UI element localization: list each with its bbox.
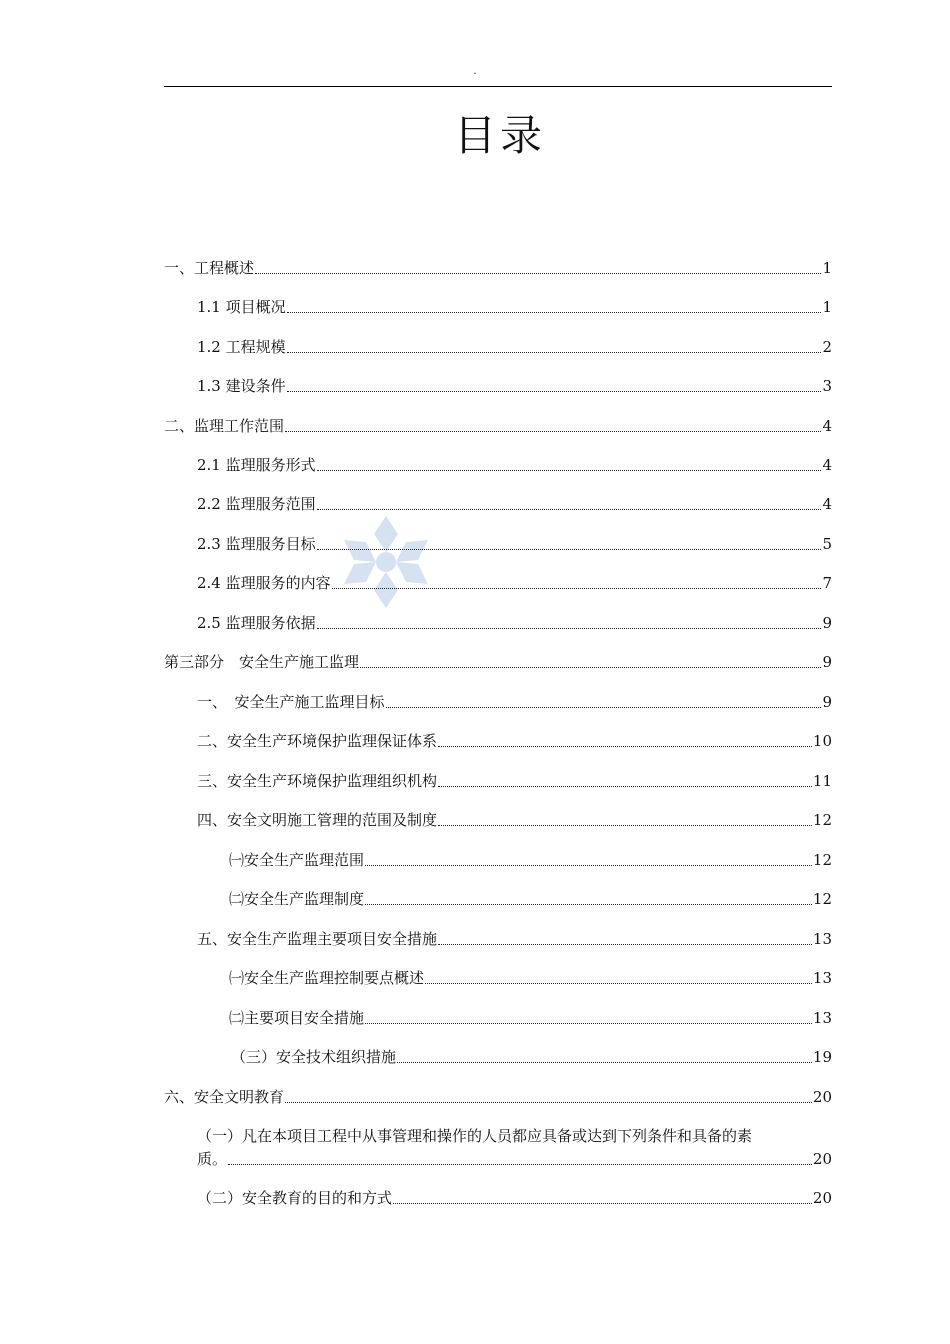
- toc-entry-title: 2.2 监理服务范围: [197, 495, 316, 513]
- toc-entry[interactable]: [197, 731, 832, 751]
- toc-entry-page: 12: [812, 890, 832, 908]
- toc-leader-dots: [332, 588, 822, 589]
- toc-leader-dots: [397, 1062, 812, 1063]
- toc-entry[interactable]: [164, 258, 832, 278]
- toc-leader-dots: [285, 1102, 812, 1103]
- toc-entry-page: 9: [822, 693, 832, 711]
- toc-entry[interactable]: [197, 1188, 832, 1208]
- toc-leader-dots: [365, 1023, 812, 1024]
- toc-entry-title: 1.2 工程规模: [197, 338, 286, 356]
- toc-entry-page: 9: [822, 653, 832, 671]
- toc-entry-title: 三、安全生产环境保护监理组织机构: [197, 772, 438, 790]
- toc-entry[interactable]: [164, 416, 832, 436]
- toc-entry-title: ㈡安全生产监理制度: [229, 890, 365, 908]
- toc-entry-title: 第三部分 安全生产施工监理: [164, 653, 360, 671]
- toc-entry-page: 12: [812, 811, 832, 829]
- toc-leader-dots: [228, 1164, 812, 1165]
- toc-leader-dots: [386, 707, 822, 708]
- toc-entry[interactable]: [197, 692, 832, 712]
- toc-entry-page: 10: [812, 732, 832, 750]
- toc-entry-title: 一、 安全生产施工监理目标: [197, 693, 385, 711]
- toc-leader-dots: [438, 944, 812, 945]
- toc-entry-page: 13: [812, 930, 832, 948]
- toc-entry[interactable]: [197, 573, 832, 593]
- toc-entry-title: 五、安全生产监理主要项目安全措施: [197, 930, 438, 948]
- toc-leader-dots: [287, 391, 822, 392]
- toc-leader-dots: [438, 746, 812, 747]
- toc-entry-page: 7: [822, 574, 832, 592]
- toc-entry[interactable]: [197, 494, 832, 514]
- toc-entry-title[interactable]: （一）凡在本项目工程中从事管理和操作的人员都应具备或达到下列条件和具备的素: [197, 1127, 753, 1145]
- toc-leader-dots: [255, 273, 821, 274]
- toc-entry-title: ㈠安全生产监理范围: [229, 851, 365, 869]
- toc-entry-title: 2.3 监理服务目标: [197, 535, 316, 553]
- toc-entry-page: 4: [822, 495, 832, 513]
- toc-entry[interactable]: [197, 613, 832, 633]
- toc-entry[interactable]: [229, 889, 832, 909]
- toc-entry[interactable]: [197, 337, 832, 357]
- toc-leader-dots: [438, 825, 812, 826]
- toc-entry-title: （三）安全技术组织措施: [231, 1048, 397, 1066]
- toc-entry-page: 5: [822, 535, 832, 553]
- toc-entry[interactable]: [197, 376, 832, 396]
- toc-entry[interactable]: [197, 771, 832, 791]
- toc-entry[interactable]: [231, 1047, 832, 1067]
- toc-entry-page: 20: [812, 1189, 832, 1207]
- toc-entry-page: 12: [812, 851, 832, 869]
- toc-entry[interactable]: [197, 929, 832, 949]
- page-title: 目录: [453, 111, 546, 160]
- toc-leader-dots: [365, 904, 812, 905]
- toc-entry-page: 9: [822, 614, 832, 632]
- header-mark: .: [473, 66, 477, 77]
- toc-entry-title: 2.5 监理服务依据: [197, 614, 316, 632]
- toc-leader-dots: [317, 549, 822, 550]
- toc-entry-page: 20: [812, 1150, 832, 1168]
- toc-entry[interactable]: [197, 1149, 832, 1169]
- toc-entry-title-continuation: 质。: [197, 1150, 228, 1168]
- toc-leader-dots: [438, 786, 812, 787]
- toc-leader-dots: [287, 352, 822, 353]
- toc-entry[interactable]: [229, 850, 832, 870]
- toc-leader-dots: [317, 628, 822, 629]
- toc-entry-page: 2: [822, 338, 832, 356]
- toc-entry-page: 13: [812, 1009, 832, 1027]
- toc-entry-page: 4: [822, 456, 832, 474]
- toc-entry-title: 1.1 项目概况: [197, 298, 286, 316]
- toc-leader-dots: [285, 431, 821, 432]
- toc-leader-dots: [287, 312, 822, 313]
- toc-entry-page: 11: [812, 772, 832, 790]
- toc-entry[interactable]: [229, 1008, 832, 1028]
- toc-entry-title: 2.4 监理服务的内容: [197, 574, 331, 592]
- toc-entry[interactable]: [197, 297, 832, 317]
- toc-entry-page: 1: [822, 259, 832, 277]
- toc-entry[interactable]: [164, 1087, 832, 1107]
- toc-leader-dots: [317, 470, 822, 471]
- toc-entry-title: 二、安全生产环境保护监理保证体系: [197, 732, 438, 750]
- toc-leader-dots: [365, 865, 812, 866]
- toc-entry-page: 1: [822, 298, 832, 316]
- toc-leader-dots: [393, 1203, 812, 1204]
- toc-entry-page: 19: [812, 1048, 832, 1066]
- toc-entry-page: 13: [812, 969, 832, 987]
- toc-entry-title: 六、安全文明教育: [164, 1088, 285, 1106]
- toc-entry-page: 20: [812, 1088, 832, 1106]
- toc-entry-title: 一、工程概述: [164, 259, 255, 277]
- toc-entry-page: 3: [822, 377, 832, 395]
- toc-entry[interactable]: [164, 652, 832, 672]
- toc-entry[interactable]: [197, 810, 832, 830]
- toc-entry-title: 四、安全文明施工管理的范围及制度: [197, 811, 438, 829]
- toc-entry[interactable]: [197, 534, 832, 554]
- toc-entry-title: 二、监理工作范围: [164, 417, 285, 435]
- toc-entry[interactable]: [229, 968, 832, 988]
- toc-entry-title: 1.3 建设条件: [197, 377, 286, 395]
- toc-entry-title: （二）安全教育的目的和方式: [197, 1189, 393, 1207]
- toc-entry-title: 2.1 监理服务形式: [197, 456, 316, 474]
- toc-entry-page: 4: [822, 417, 832, 435]
- toc-entry-title: ㈡主要项目安全措施: [229, 1009, 365, 1027]
- toc-entry[interactable]: [197, 455, 832, 475]
- toc-entry-title: ㈠安全生产监理控制要点概述: [229, 969, 425, 987]
- toc-leader-dots: [317, 509, 822, 510]
- toc-leader-dots: [360, 667, 821, 668]
- toc-leader-dots: [425, 983, 812, 984]
